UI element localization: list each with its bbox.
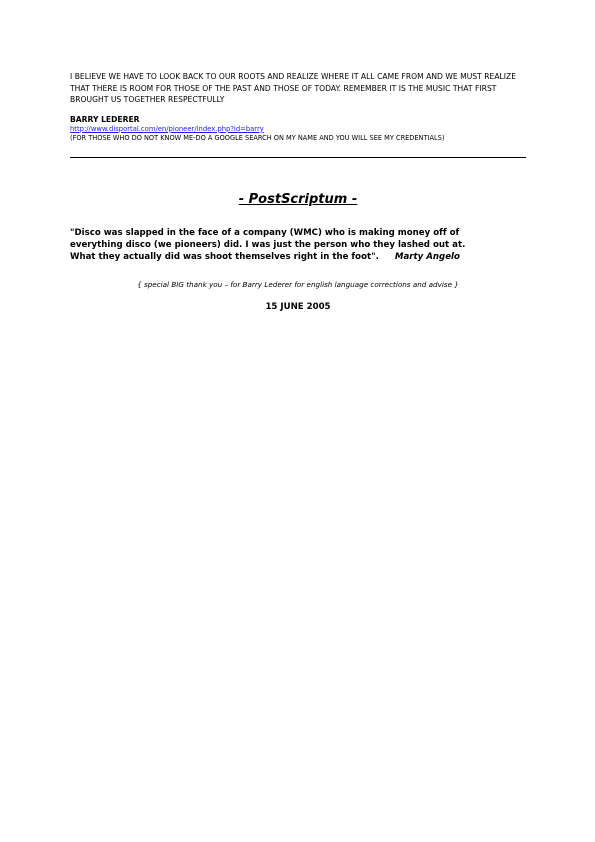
signature-note: (FOR THOSE WHO DO NOT KNOW ME-DO A GOOGLE SEARCH ON MY NAME AND YOU WILL SEE MY CREDENTIALS) [70, 133, 445, 142]
quote-line-3: What they actually did was shoot themselves right in the foot". [70, 251, 379, 262]
quote-line-2: everything disco (we pioneers) did. I was just the person who they lashed out at. [70, 239, 466, 250]
postscript-quote [70, 227, 526, 263]
quote-author: Marty Angelo [394, 251, 460, 262]
postscript-title: - PostScriptum - [238, 191, 358, 207]
quote-line-1: "Disco was slapped in the face of a company (WMC) who is making money off of [70, 227, 460, 238]
signature-name: BARRY LEDERER [70, 114, 140, 124]
intro-paragraph: I BELIEVE WE HAVE TO LOOK BACK TO OUR ROOTS AND REALIZE WHERE IT ALL CAME FROM AND WE MUST REALIZE THAT THERE IS ROOM FOR THOSE OF THE PAST AND THOSE OF TODAY. REMEMBER IT IS THE MUSIC THAT FIRST BROUGHT US TOGETHER RESPECTFULLY [70, 72, 517, 105]
section-divider [70, 157, 526, 158]
document-date: 15 JUNE 2005 [265, 301, 331, 312]
signature-link[interactable]: http://www.disportal.com/en/pioneer/index.php?id=barry [70, 124, 264, 133]
document-page [70, 71, 526, 313]
thanks-note: { special BIG thank you – for Barry Lederer for english language corrections and advise } [137, 279, 459, 289]
